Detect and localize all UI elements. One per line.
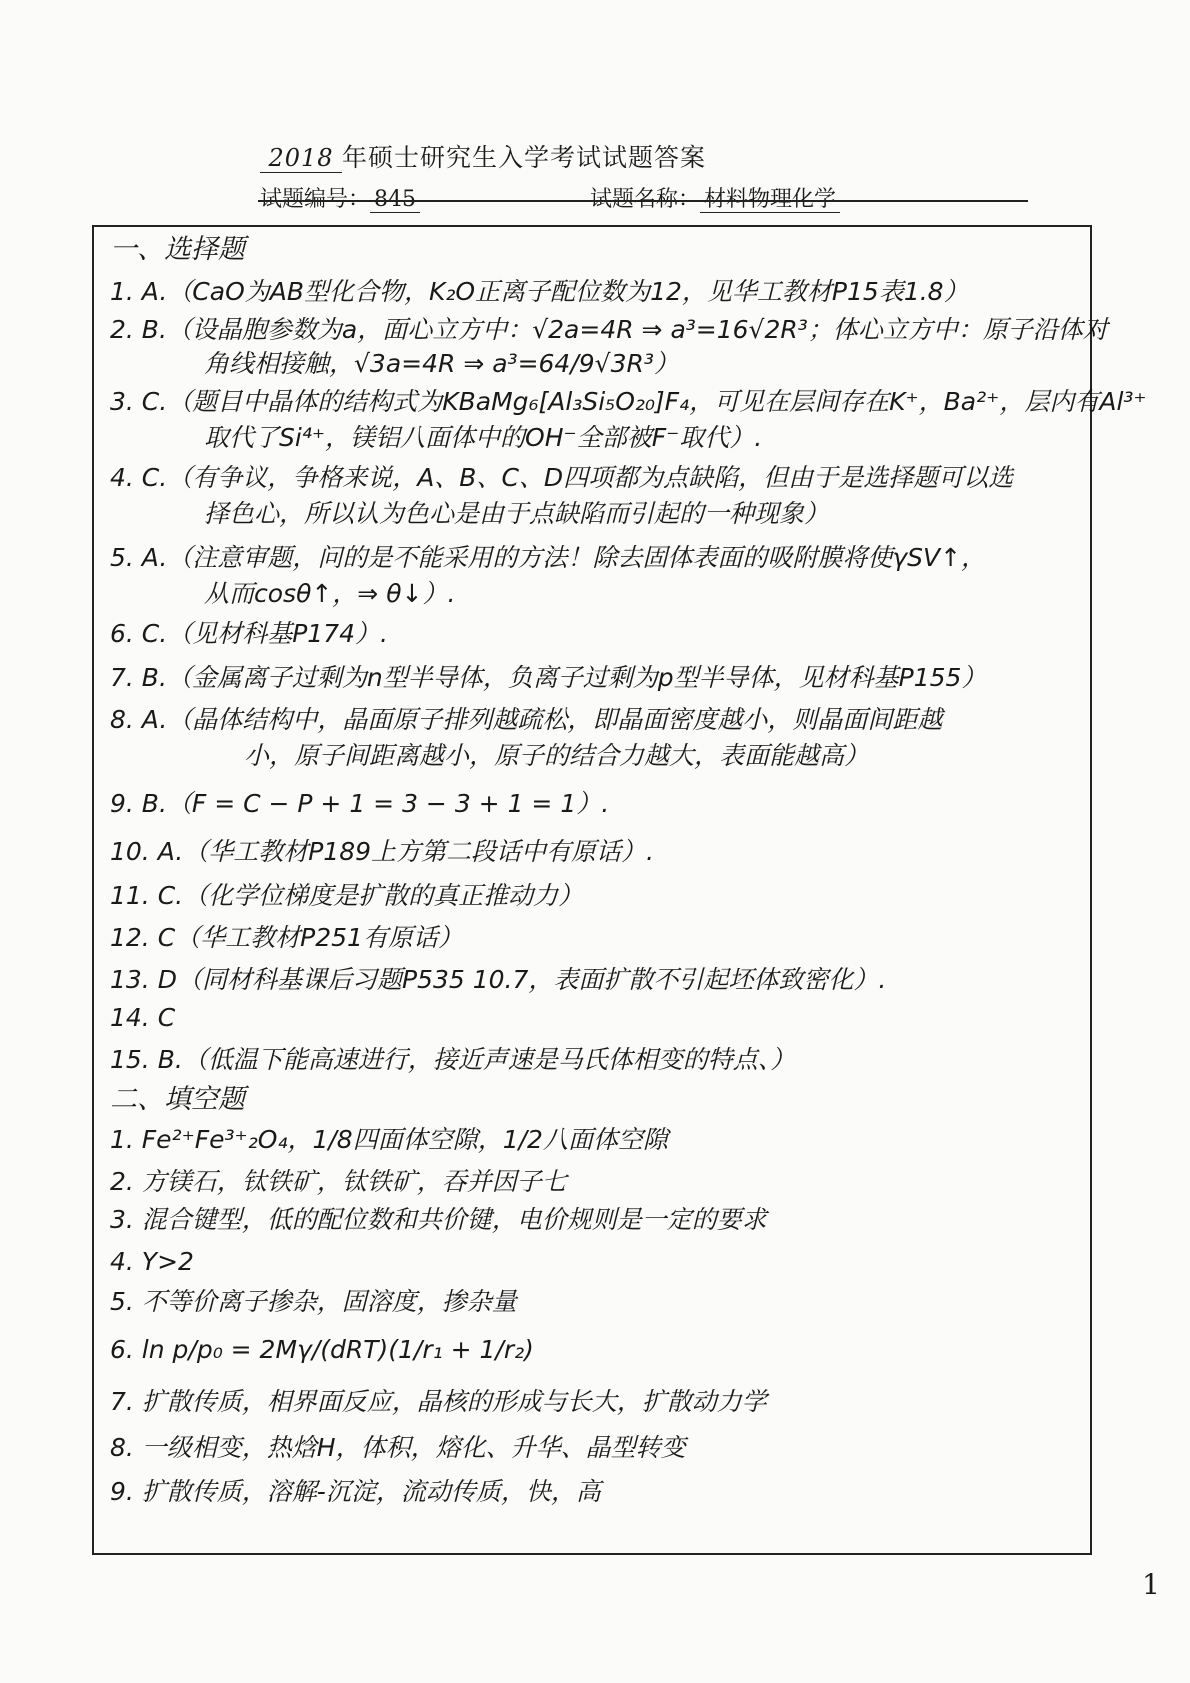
answer-line: 择色心，所以认为色心是由于点缺陷而引起的一种现象） xyxy=(204,499,830,528)
answer-line: 8. 一级相变，热焓H，体积，熔化、升华、晶型转变 xyxy=(110,1433,686,1462)
answer-line: 7. 扩散传质，相界面反应，晶核的形成与长大，扩散动力学 xyxy=(110,1387,767,1416)
answer-line: 15. B.（低温下能高速进行，接近声速是马氏体相变的特点、） xyxy=(110,1045,796,1074)
answer-line: 取代了Si⁴⁺，镁铝八面体中的OH⁻全部被F⁻取代）. xyxy=(204,423,763,452)
answer-line: 角线相接触，√3a=4R ⇒ a³=64/9√3R³） xyxy=(204,349,679,378)
exam-year: 2018 xyxy=(260,144,342,173)
answer-line: 6. ln p/p₀ = 2Mγ/(dRT)(1/r₁ + 1/r₂) xyxy=(110,1335,534,1364)
answer-line: 8. A.（晶体结构中，晶面原子排列越疏松，即晶面密度越小，则晶面间距越 xyxy=(110,705,943,734)
answer-line: 2. 方镁石，钛铁矿，钛铁矿，吞并因子七 xyxy=(110,1167,567,1196)
answer-line: 4. C.（有争议，争格来说，A、B、C、D四项都为点缺陷，但由于是选择题可以选 xyxy=(110,463,1014,492)
exam-code-field xyxy=(260,182,420,213)
answer-line: 7. B.（金属离子过剩为n型半导体，负离子过剩为p型半导体，见材科基P155） xyxy=(110,663,987,692)
answer-line: 9. B.（F = C − P + 1 = 3 − 3 + 1 = 1）. xyxy=(110,789,610,818)
answer-line: 3. 混合键型，低的配位数和共价键，电价规则是一定的要求 xyxy=(110,1205,767,1234)
answer-line: 11. C.（化学位梯度是扩散的真正推动力） xyxy=(110,881,584,910)
answer-line: 2. B.（设晶胞参数为a，面心立方中：√2a=4R ⇒ a³=16√2R³；体心立方中：原子沿体对 xyxy=(110,315,1108,344)
answer-line: 4. Y>2 xyxy=(110,1247,194,1276)
answer-line: 6. C.（见材科基P174）. xyxy=(110,619,388,648)
header-rule xyxy=(258,200,1028,202)
exam-name-field xyxy=(590,182,840,213)
exam-name: 材料物理化学 xyxy=(700,187,840,213)
exam-code: 845 xyxy=(370,187,420,213)
section-heading-choice: 一、选择题 xyxy=(110,234,245,265)
answer-line: 3. C.（题目中晶体的结构式为KBaMg₆[Al₃Si₅O₂₀]F₄，可见在层间存在K⁺，Ba²⁺，层内有Al³⁺ xyxy=(110,387,1147,416)
answer-line: 1. A.（CaO为AB型化合物，K₂O正离子配位数为12，见华工教材P15表1.8） xyxy=(110,277,969,306)
answer-line: 9. 扩散传质，溶解-沉淀，流动传质，快，高 xyxy=(110,1477,601,1506)
answer-line: 12. C（华工教材P251有原话） xyxy=(110,923,463,952)
answer-line: 小，原子间距离越小，原子的结合力越大，表面能越高） xyxy=(244,741,870,770)
answer-line: 1. Fe²⁺Fe³⁺₂O₄，1/8四面体空隙，1/2八面体空隙 xyxy=(110,1125,668,1154)
answer-line: 从而cosθ↑，⇒ θ↓）. xyxy=(204,579,456,608)
exam-meta xyxy=(260,182,980,213)
answer-line: 5. A.（注意审题，问的是不能采用的方法！除去固体表面的吸附膜将使γSV↑， xyxy=(110,543,987,572)
answer-line: 14. C xyxy=(110,1003,176,1032)
answer-line: 5. 不等价离子掺杂，固溶度，掺杂量 xyxy=(110,1287,517,1316)
page-number: 1 xyxy=(1142,1568,1160,1601)
answer-line: 10. A.（华工教材P189上方第二段话中有原话）. xyxy=(110,837,654,866)
answer-line: 13. D（同材科基课后习题P535 10.7，表面扩散不引起坯体致密化）. xyxy=(110,965,887,994)
exam-code-label: 试题编号： xyxy=(260,187,371,212)
exam-name-label: 试题名称： xyxy=(590,187,701,212)
section-heading-fill: 二、填空题 xyxy=(110,1084,245,1115)
exam-title-text: 年硕士研究生入学考试试题答案 xyxy=(342,143,707,172)
answer-box xyxy=(92,225,1147,1555)
exam-title xyxy=(260,138,980,174)
